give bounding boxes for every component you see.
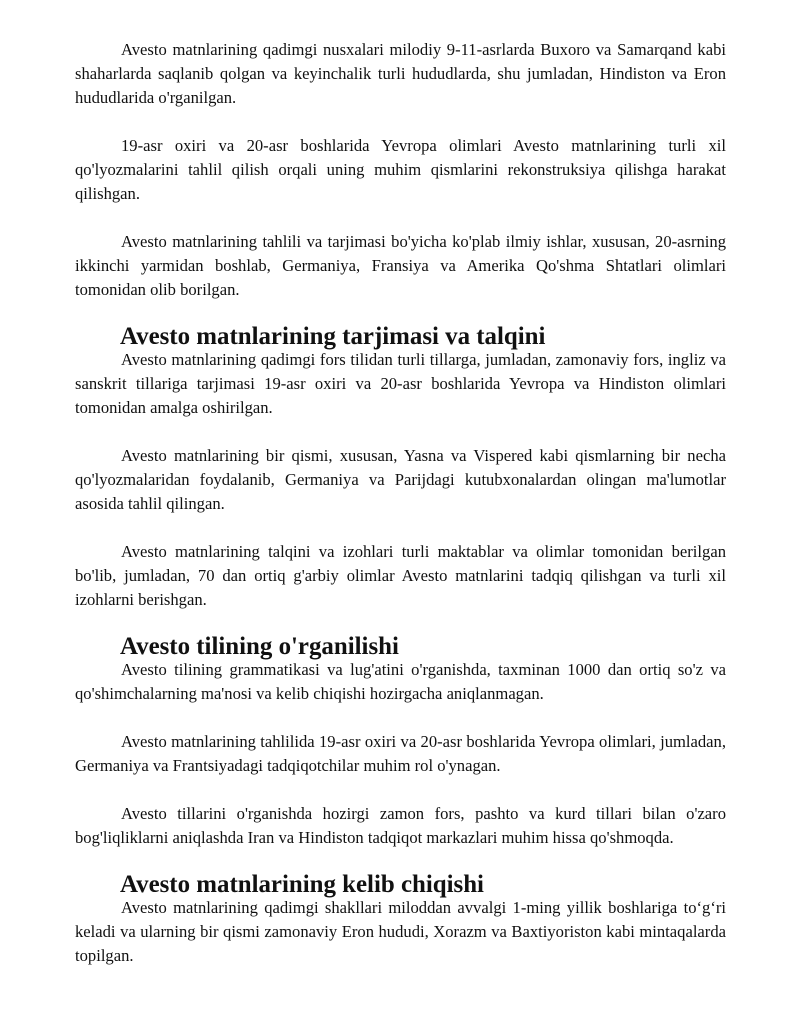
section-translation <box>75 323 726 612</box>
paragraph: Avesto matnlarining qadimgi fors tilidan turli tillarga, jumladan, zamonaviy fors, ingliz va sanskrit tillariga tarjimasi 19-asr oxiri va 20-asr boshlarida Yevropa va Hindiston olimlari tomonidan amalga oshirilgan. <box>75 350 726 417</box>
paragraph: Avesto tilining grammatikasi va lug'atini o'rganishda, taxminan 1000 dan ortiq so'z va qo'shimchalarning ma'nosi va kelib chiqishi hozirgacha aniqlanmagan. <box>75 660 726 703</box>
section-heading: Avesto matnlarining kelib chiqishi <box>120 871 484 898</box>
paragraph: Avesto tillarini o'rganishda hozirgi zamon fors, pashto va kurd tillari bilan o'zaro bog'liqliklarni aniqlashda Iran va Hindiston tadqiqot markazlari muhim hissa qo'shmoqda. <box>75 804 726 847</box>
paragraph: 19-asr oxiri va 20-asr boshlarida Yevropa olimlari Avesto matnlarining turli xil qo'lyozmalarini tahlil qilish orqali uning muhim qismlarini rekonstruksiya qilishga harakat qilishgan. <box>75 136 726 203</box>
section-language-study <box>75 633 726 850</box>
paragraph: Avesto matnlarining tahlilida 19-asr oxiri va 20-asr boshlarida Yevropa olimlari, jumladan, Germaniya va Frantsiyadagi tadqiqotchilar muhim rol o'ynagan. <box>75 732 726 775</box>
paragraph: Avesto matnlarining qadimgi nusxalari milodiy 9-11-asrlarda Buxoro va Samarqand kabi shaharlarda saqlanib qolgan va keyinchalik turli hududlarda, shu jumladan, Hindiston va Eron hududlarida o'rganilgan. <box>75 40 726 107</box>
paragraph: Avesto matnlarining qadimgi shakllari miloddan avvalgi 1-ming yillik boshlariga to‘g‘ri keladi va ularning bir qismi zamonaviy Eron hududi, Xorazm va Baxtiyoriston kabi mintaqalarda topilgan. <box>75 898 726 965</box>
document-page <box>75 38 726 968</box>
section-heading: Avesto tilining o'rganilishi <box>120 633 399 660</box>
paragraph: Avesto matnlarining talqini va izohlari turli maktablar va olimlar tomonidan berilgan bo'lib, jumladan, 70 dan ortiq g'arbiy olimlar Avesto matnlarini tadqiq qilishgan va turli xil izohlarni berishgan. <box>75 542 726 609</box>
paragraph: Avesto matnlarining tahlili va tarjimasi bo'yicha ko'plab ilmiy ishlar, xususan, 20-asrning ikkinchi yarmidan boshlab, Germaniya, Fransiya va Amerika Qo'shma Shtatlari olimlari tomonidan olib borilgan. <box>75 232 726 299</box>
paragraph: Avesto matnlarining bir qismi, xususan, Yasna va Vispered kabi qismlarning bir necha qo'lyozmalaridan foydalanib, Germaniya va Parijdagi kutubxonalardan olingan ma'lumotlar asosida tahlil qilingan. <box>75 446 726 513</box>
section-origin <box>75 871 726 968</box>
section-heading: Avesto matnlarining tarjimasi va talqini <box>120 323 546 350</box>
